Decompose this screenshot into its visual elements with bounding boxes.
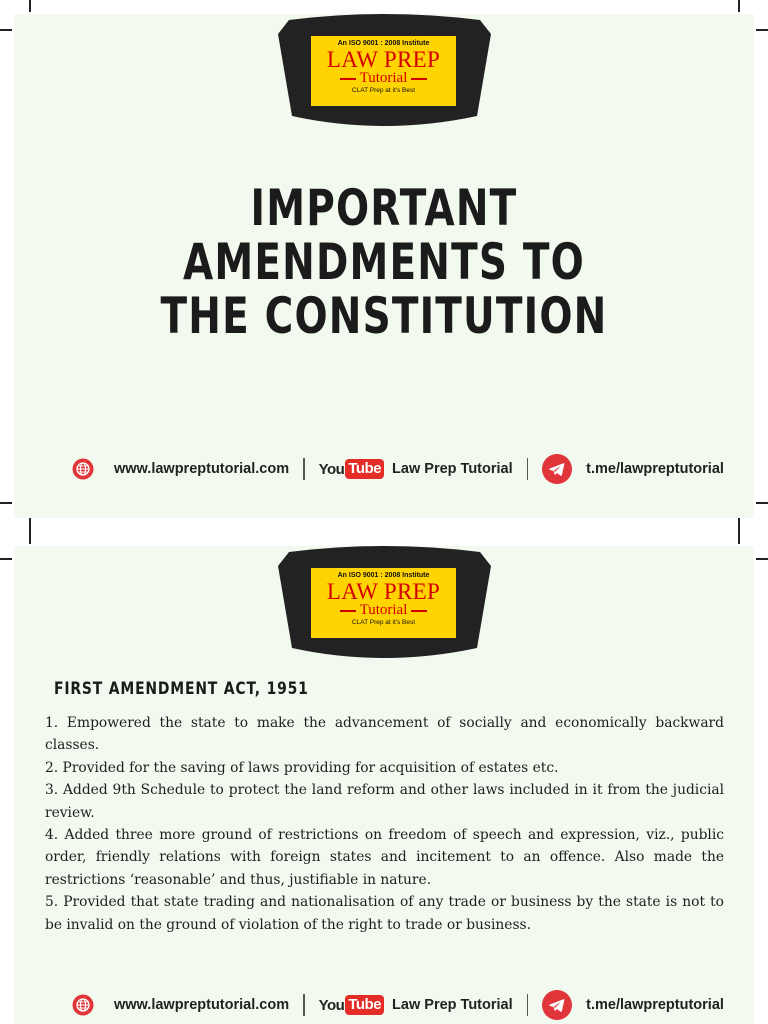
- telegram-icon[interactable]: [542, 990, 572, 1020]
- logo-iso-line: An ISO 9001 : 2008 Institute: [337, 572, 430, 579]
- logo-iso-line: An ISO 9001 : 2008 Institute: [337, 40, 430, 47]
- crop-mark: [0, 29, 12, 31]
- crop-mark: [738, 518, 740, 544]
- content-card: [14, 546, 754, 1024]
- footer-divider: [527, 994, 529, 1016]
- footer-divider: [527, 458, 529, 480]
- youtube-icon[interactable]: You Tube: [319, 459, 384, 479]
- crop-mark: [756, 502, 768, 504]
- list-item: 1. Empowered the state to make the advancement of socially and economically backward classes.: [45, 715, 724, 754]
- youtube-icon[interactable]: You Tube: [319, 995, 384, 1015]
- website-link[interactable]: www.lawpreptutorial.com: [114, 997, 290, 1013]
- telegram-icon[interactable]: [542, 454, 572, 484]
- globe-icon: [72, 994, 94, 1016]
- footer-bar: [72, 990, 724, 1020]
- youtube-channel-link[interactable]: Law Prep Tutorial: [392, 461, 513, 477]
- youtube-channel-link[interactable]: Law Prep Tutorial: [392, 997, 513, 1013]
- logo-sub-text: Tutorial: [359, 602, 408, 618]
- cover-title-line: AMENDMENTS TO: [183, 233, 585, 291]
- website-link[interactable]: www.lawpreptutorial.com: [114, 461, 290, 477]
- crop-mark: [0, 558, 12, 560]
- telegram-link[interactable]: t.me/lawpreptutorial: [586, 997, 724, 1013]
- crop-mark: [756, 29, 768, 31]
- logo-sub: [311, 603, 456, 618]
- crop-mark: [29, 0, 31, 12]
- cover-card: [14, 14, 754, 518]
- logo-sub-text: Tutorial: [359, 70, 408, 86]
- telegram-link[interactable]: t.me/lawpreptutorial: [586, 461, 724, 477]
- logo-badge: [275, 14, 494, 129]
- logo: [310, 35, 457, 107]
- footer-divider: [303, 994, 305, 1016]
- footer-divider: [303, 458, 305, 480]
- logo-tagline: CLAT Prep at it's Best: [351, 619, 416, 626]
- logo: [310, 567, 457, 639]
- crop-mark: [0, 502, 12, 504]
- logo-badge: [275, 546, 494, 661]
- logo-tagline: CLAT Prep at it's Best: [351, 87, 416, 94]
- logo-sub: [311, 71, 456, 86]
- globe-icon: [72, 458, 94, 480]
- cover-title-line: THE CONSTITUTION: [160, 287, 608, 345]
- section-heading: FIRST AMENDMENT ACT, 1951: [54, 679, 309, 699]
- list-item: 4. Added three more ground of restrictions on freedom of speech and expression, viz., public order, friendly relations with foreign states and incitement to an offence. Also made the restrictions ‘reasonable’ and thus, justifiable in nature.: [45, 827, 724, 888]
- crop-mark: [738, 0, 740, 12]
- logo-name: LAW PREP: [326, 579, 441, 604]
- logo-name: LAW PREP: [326, 47, 441, 72]
- amendment-points: [45, 712, 724, 936]
- cover-title: [95, 181, 672, 343]
- crop-mark: [756, 558, 768, 560]
- footer-bar: [72, 454, 724, 484]
- list-item: 3. Added 9th Schedule to protect the land reform and other laws included in it from the judicial review.: [45, 782, 724, 821]
- list-item: 2. Provided for the saving of laws providing for acquisition of estates etc.: [45, 759, 559, 776]
- list-item: 5. Provided that state trading and nationalisation of any trade or business by the state is not to be invalid on the ground of violation of the right to trade or business.: [45, 894, 724, 933]
- cover-title-line: IMPORTANT: [250, 179, 518, 237]
- crop-mark: [29, 518, 31, 544]
